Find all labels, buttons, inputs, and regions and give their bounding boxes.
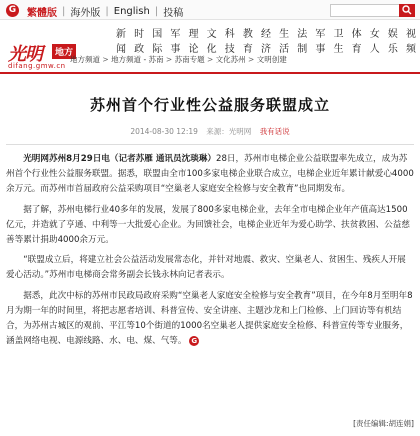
paragraph-text: 据了解，苏州电梯行业40多年的发展，发展了800多家电梯企业，去年全市电梯企业年产值高达1500亿元，并造就了亨通、中利等一大批爱心企业。为回馈社会，电梯企业近年为爱心助学、扶贫救困、公益慈善等累计捐助4000余万元。	[6, 204, 410, 246]
top-bar	[0, 0, 420, 20]
search-icon	[402, 5, 412, 15]
breadcrumb-item[interactable]: 文明创建	[256, 55, 287, 64]
nav-item[interactable]: 法制	[297, 29, 308, 55]
responsible-editor: [责任编辑:胡连娟]	[353, 419, 414, 428]
nav-item[interactable]: 军事	[170, 29, 181, 55]
paragraph-text: 28日，苏州市电梯企业公益联盟率先成立，成为苏州首个行业性公益服务联盟。据悉，联盟由全市100多家电梯企业联合成立，电梯企业近年累计献爱心4000余万元。而苏州市首届政府公益采购项目“空巢老人家庭安全检修与安全教育”也同期发布。	[6, 154, 414, 195]
article-source: 来源：光明网	[206, 127, 252, 136]
nav-item[interactable]: 经济	[261, 29, 271, 55]
article-meta	[0, 126, 420, 137]
dateline: 光明网苏州8月29日电（记者苏雁 通讯员沈琰琳）	[23, 154, 216, 164]
nav-item[interactable]: 生活	[279, 29, 290, 55]
top-links	[24, 4, 186, 19]
paragraph	[6, 253, 414, 283]
nav-item[interactable]: 军事	[315, 29, 326, 55]
nav-item[interactable]: 教育	[242, 29, 253, 55]
paragraph	[6, 289, 414, 350]
meta-divider	[6, 144, 414, 145]
logo-tag: 地方	[52, 44, 76, 59]
top-link-overseas[interactable]: 海外版	[70, 8, 101, 19]
nav-item[interactable]: 理论	[188, 29, 199, 55]
breadcrumb: 地方频道 > 地方频道 - 苏南 > 苏南专题 > 文化苏州 > 文明创建	[70, 55, 287, 64]
paragraph-text: 据悉，此次中标的苏州市民政局政府采购“空巢老人家庭安全检修与安全教育”项目，在今年8月至明年8月为期一年的时间里，将把志愿者培训、科普宣传、安全讲座、主题沙龙和上门检修、上门回访等有机结合，为苏州古城区的观前、平江等10个街道的1000名空巢老人提供家庭安全检修、科普宣传等专业服务，涵盖网络电视、电源线路、水、电、煤、气等。	[6, 290, 413, 347]
breadcrumb-item[interactable]: 苏南专题	[174, 55, 205, 64]
nav-item[interactable]: 文化	[206, 29, 217, 55]
nav-item[interactable]: 视频	[406, 29, 416, 55]
breadcrumb-item[interactable]: 文化苏州	[215, 55, 246, 64]
paragraph	[6, 203, 414, 249]
nav-item[interactable]: 娱乐	[387, 29, 398, 55]
article-title: 苏州首个行业性公益服务联盟成立	[89, 96, 330, 114]
nav-item[interactable]: 卫生	[333, 29, 344, 55]
gmw-end-icon: G	[189, 336, 199, 346]
top-link-submit[interactable]: 投稿	[163, 8, 184, 19]
top-link-traditional[interactable]: 繁體版	[27, 8, 57, 19]
nav-item[interactable]: 女人	[369, 29, 380, 55]
paragraph	[6, 152, 414, 198]
separator: |	[154, 6, 159, 17]
nav-list	[112, 25, 420, 55]
logo-url: difang.gmw.cn	[8, 62, 66, 70]
nav-item[interactable]: 体育	[351, 29, 362, 55]
separator: |	[62, 6, 66, 17]
gmw-logo-icon[interactable]: G	[6, 4, 19, 17]
nav-item[interactable]: 新闻	[116, 29, 126, 55]
header-divider	[0, 72, 420, 74]
search-button[interactable]	[399, 4, 415, 17]
logo-name: 光明	[8, 44, 42, 65]
article-body	[6, 152, 414, 354]
breadcrumb-item[interactable]: 地方频道 - 苏南	[111, 55, 164, 64]
nav-item[interactable]: 时政	[134, 29, 145, 55]
article-date: 2014-08-30 12:19	[130, 127, 198, 136]
nav-item[interactable]: 国际	[152, 29, 163, 55]
comment-link[interactable]: 我有话说	[259, 127, 290, 136]
separator: |	[105, 6, 109, 17]
breadcrumb-item[interactable]: 地方频道	[70, 55, 100, 64]
paragraph-text: “联盟成立后，将建立社会公益活动发展常态化，并针对地震、救灾、空巢老人、贫困生、残疾人开展爱心活动。”苏州市电梯商会常务副会长钱永林向记者表示。	[6, 255, 406, 281]
nav-item[interactable]: 科技	[224, 29, 235, 55]
top-link-english[interactable]: English	[113, 6, 150, 17]
search-input[interactable]	[330, 4, 400, 17]
